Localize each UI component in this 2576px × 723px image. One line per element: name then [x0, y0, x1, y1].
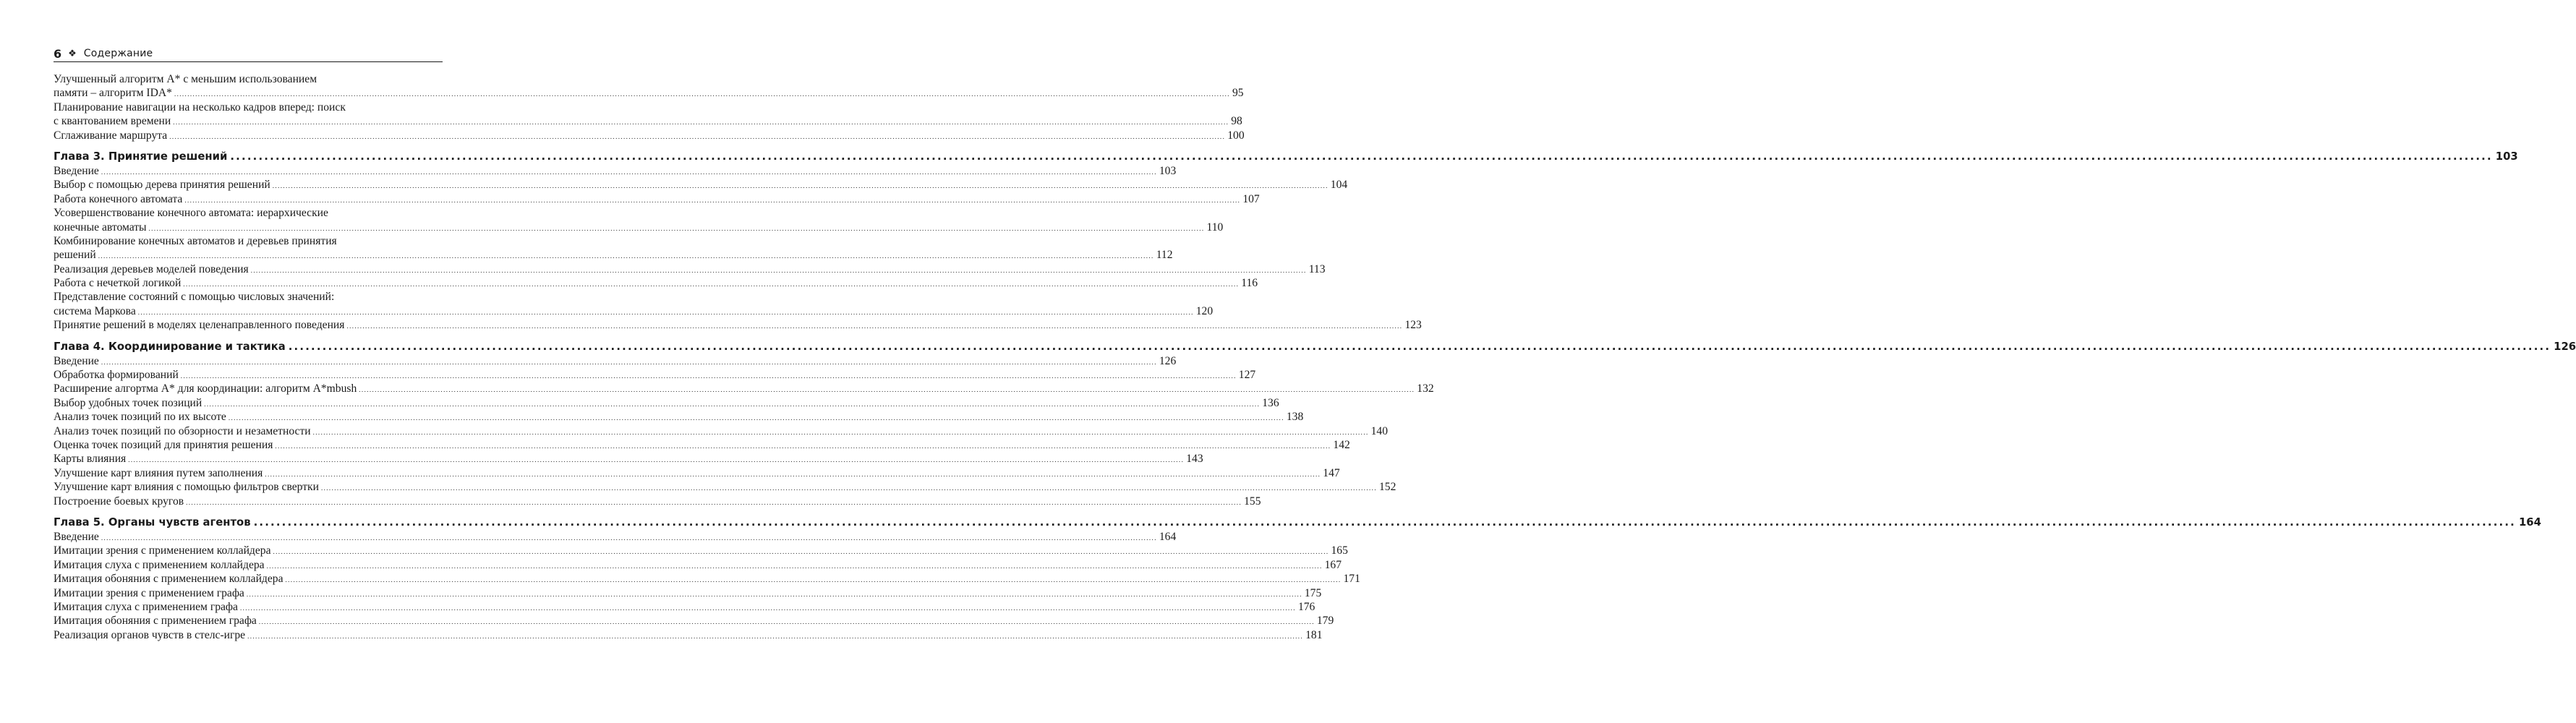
toc-entry-line [54, 192, 1260, 206]
toc-entry[interactable] [54, 100, 1242, 129]
toc-entry-page: 152 [1378, 481, 1396, 494]
toc-entry[interactable] [54, 206, 1224, 234]
toc-entry-page: 142 [1333, 438, 1350, 451]
toc-entry-line [54, 424, 1389, 438]
toc-entry[interactable] [54, 480, 1396, 494]
toc-entry-line [54, 178, 1348, 192]
toc-entry-text: решений [54, 249, 96, 262]
ornament-icon: ❖ [68, 48, 77, 59]
toc-entry-text: Усовершенствование конечного автомата: иерархические [54, 207, 328, 220]
toc-entry[interactable] [54, 410, 1304, 424]
toc-entry-page: 143 [1186, 453, 1203, 466]
toc-entry[interactable] [54, 424, 1389, 438]
toc-entry-page: 100 [1227, 129, 1245, 142]
toc-entry-text: система Маркова [54, 304, 136, 317]
chapter-title: Глава 3. Принятие решений [54, 150, 228, 163]
dot-leader: ................................................................................................................................................................................................................................................................................................................................................................................................................ [272, 182, 1328, 190]
dot-leader: ................................................................................................................................................................................................................................................................................................................................................................................................................ [101, 168, 1157, 176]
toc-entry-page: 98 [1231, 115, 1242, 128]
toc-entry-line [54, 466, 1340, 480]
dot-leader: ................................................................................................................................................................................................................................................................................................................................................................................................................ [169, 132, 1226, 140]
toc-entry-text: памяти – алгоритм IDA* [54, 87, 172, 100]
toc-entry-line [54, 572, 1360, 586]
dot-leader: ................................................................................................................................................................................................................................................................................................................................................................................................................ [173, 119, 1229, 127]
toc-entry-text: конечные автоматы [54, 221, 147, 234]
toc-entry-text: Работа конечного автомата [54, 192, 183, 205]
dot-leader: ................................................................................................................................................................................................................................................................................................................................................................................................................ [174, 90, 1230, 98]
dot-leader: ................................................................................................................................................................................................................................................................................................................................................................................................................ [250, 266, 1307, 274]
dot-leader: ................................................................................................................................................................................................................................................................................................................................................................................................................ [101, 534, 1157, 542]
toc-entry[interactable] [54, 530, 1177, 544]
toc-entry-line [54, 495, 1261, 508]
toc-entry-text: Реализация деревьев моделей поведения [54, 262, 249, 275]
toc-entry-line [54, 544, 1348, 557]
toc-entry-page: 120 [1195, 304, 1214, 317]
dot-leader: ................................................................................................................................................................................................................................................................................................................................................................................................................ [258, 618, 1315, 626]
chapter-heading[interactable] [54, 150, 2518, 164]
toc-entry-text: Имитации зрения с применением коллайдера [54, 544, 271, 557]
toc-entry-text: Имитация слуха с применением коллайдера [54, 558, 265, 571]
toc-entry[interactable] [54, 382, 1434, 395]
dot-leader: ................................................................................................................................................................................................................................................................................................................................................................................................................ [312, 428, 1369, 436]
dot-leader: ................................................................................................................................................................................................................................................................................................................................................................................................................ [247, 632, 1304, 640]
toc-entry-page: 175 [1304, 586, 1322, 599]
toc-entry-text: Сглаживание маршрута [54, 129, 168, 142]
toc-entry-line [54, 318, 1422, 332]
toc-entry-line [54, 234, 443, 248]
toc-entry-text: с квантованием времени [54, 115, 171, 128]
dot-leader: ................................................................................................................................................................................................................................................................................................................................................................................................................ [204, 400, 1261, 408]
toc-entry-line [54, 276, 1258, 290]
chapter-title: Глава 4. Координирование и тактика [54, 340, 286, 353]
toc-entry[interactable] [54, 452, 1203, 466]
dot-leader: ................................................................................................................................................................................................................................................................................................................................................................................................................ [288, 340, 2551, 353]
toc-entry-text: Представление состояний с помощью числовых значений: [54, 291, 335, 304]
dot-leader: ................................................................................................................................................................................................................................................................................................................................................................................................................ [266, 562, 1323, 570]
toc-entry-page: 147 [1323, 466, 1340, 479]
toc-entry-line [54, 368, 1256, 382]
toc-entry-text: Выбор удобных точек позиций [54, 396, 202, 409]
toc-entry-page: 103 [1159, 164, 1177, 177]
chapter-page: 164 [2519, 515, 2541, 529]
toc-entry-page: 123 [1404, 319, 1422, 332]
toc-entry[interactable] [54, 290, 1214, 318]
toc-entry-text: Имитация обоняния с применением графа [54, 615, 257, 628]
toc-entry-text: Выбор с помощью дерева принятия решений [54, 179, 270, 192]
dot-leader: ................................................................................................................................................................................................................................................................................................................................................................................................................ [184, 196, 1241, 204]
toc-entry[interactable] [54, 178, 1348, 192]
toc-entry-line [54, 248, 1173, 262]
toc-entry[interactable] [54, 628, 1323, 642]
toc-entry-text: Принятие решений в моделях целенаправленного поведения [54, 319, 345, 332]
toc-entry-text: Обработка формирований [54, 369, 179, 382]
dot-leader: ................................................................................................................................................................................................................................................................................................................................................................................................................ [273, 548, 1329, 556]
toc-entry-page: 107 [1242, 192, 1260, 205]
running-header [54, 45, 443, 62]
dot-leader: ................................................................................................................................................................................................................................................................................................................................................................................................................ [180, 372, 1237, 380]
toc-entry-line [54, 586, 1322, 600]
chapter-page: 103 [2495, 150, 2518, 163]
toc-entry[interactable] [54, 600, 1315, 614]
toc-entry-text: Улучшение карт влияния путем заполнения [54, 466, 263, 479]
toc-entry-text: Улучшенный алгоритм A* с меньшим использованием [54, 73, 317, 85]
toc-entry-line [54, 480, 1396, 494]
toc-entry-text: Работа с нечеткой логикой [54, 277, 182, 290]
toc-entry-page: 116 [1241, 277, 1258, 290]
toc-entry-line [54, 614, 1334, 628]
toc-entry[interactable] [54, 262, 1326, 276]
dot-leader: ................................................................................................................................................................................................................................................................................................................................................................................................................ [346, 322, 1403, 330]
toc-entry-text: Имитация обоняния с применением коллайдера [54, 573, 283, 586]
dot-leader: ................................................................................................................................................................................................................................................................................................................................................................................................................ [101, 358, 1157, 366]
toc-entry-page: 113 [1308, 262, 1326, 275]
toc-entry[interactable] [54, 72, 1244, 100]
page-number: 6 [54, 46, 62, 61]
toc-entry-line [54, 221, 1224, 234]
toc-entry[interactable] [54, 396, 1279, 410]
toc-entry-line [54, 354, 1177, 368]
toc-entry-line [54, 164, 1177, 178]
toc-entry-line [54, 262, 1326, 276]
toc-entry-text: Введение [54, 164, 99, 177]
toc-entry-page: 112 [1156, 249, 1173, 262]
header-rule [54, 61, 443, 62]
toc-entry[interactable] [54, 129, 1245, 142]
toc-entry-line [54, 600, 1315, 614]
toc-entry-text: Комбинирование конечных автоматов и деревьев принятия [54, 234, 337, 247]
chapter-title: Глава 5. Органы чувств агентов [54, 515, 251, 529]
toc-entry-text: Построение боевых кругов [54, 495, 184, 508]
toc-entry-page: 126 [1159, 354, 1177, 367]
dot-leader: ................................................................................................................................................................................................................................................................................................................................................................................................................ [186, 498, 1242, 506]
toc-entry[interactable] [54, 614, 1334, 628]
dot-leader: ................................................................................................................................................................................................................................................................................................................................................................................................................ [285, 576, 1342, 584]
toc-entry-page: 179 [1316, 615, 1334, 628]
toc-entry-page: 140 [1370, 424, 1389, 437]
dot-leader: ................................................................................................................................................................................................................................................................................................................................................................................................................ [183, 281, 1240, 288]
toc-entry-page: 155 [1244, 495, 1261, 508]
toc-entry-page: 171 [1343, 573, 1360, 586]
toc-entry-page: 165 [1331, 544, 1348, 557]
toc-entry-page: 181 [1305, 628, 1323, 641]
toc-entry[interactable] [54, 466, 1340, 480]
toc-entry-text: Анализ точек позиций по их высоте [54, 411, 226, 424]
dot-leader: ................................................................................................................................................................................................................................................................................................................................................................................................................ [98, 252, 1154, 260]
toc-entry-line [54, 72, 443, 86]
toc-entry[interactable] [54, 544, 1348, 557]
toc-entry-page: 164 [1159, 530, 1177, 543]
toc-entry-text: Имитация слуха с применением графа [54, 600, 238, 613]
dot-leader: ................................................................................................................................................................................................................................................................................................................................................................................................................ [228, 414, 1284, 422]
toc-entry-text: Планирование навигации на несколько кадров вперед: поиск [54, 100, 346, 114]
toc-entry[interactable] [54, 586, 1322, 600]
dot-leader: ................................................................................................................................................................................................................................................................................................................................................................................................................ [253, 515, 2517, 529]
toc-entry-page: 110 [1206, 221, 1224, 234]
toc-entry-line [54, 100, 443, 114]
toc-entry[interactable] [54, 438, 1350, 452]
toc-entry-line [54, 304, 1214, 318]
dot-leader: ................................................................................................................................................................................................................................................................................................................................................................................................................ [320, 484, 1377, 492]
dot-leader: ................................................................................................................................................................................................................................................................................................................................................................................................................ [137, 308, 1194, 316]
toc-entry-line [54, 86, 1244, 100]
toc-entry-line [54, 438, 1350, 452]
toc-entry-line [54, 206, 443, 220]
toc-entry-line [54, 452, 1203, 466]
toc-entry-page: 167 [1324, 558, 1342, 571]
toc-entry-page: 95 [1232, 87, 1244, 100]
dot-leader: ................................................................................................................................................................................................................................................................................................................................................................................................................ [359, 386, 1415, 394]
toc-entry-text: Расширение алгортма A* для координации: алгоритм A*mbush [54, 382, 357, 395]
toc-entry[interactable] [54, 192, 1260, 206]
toc-entry-line [54, 129, 1245, 142]
toc-entry[interactable] [54, 318, 1422, 332]
toc-entry-page: 127 [1238, 369, 1256, 382]
table-of-contents [54, 72, 2576, 642]
toc-entry[interactable] [54, 354, 1177, 368]
toc-entry-line [54, 628, 1323, 642]
toc-entry[interactable] [54, 164, 1177, 178]
toc-entry[interactable] [54, 495, 1261, 508]
toc-entry-line [54, 290, 443, 304]
toc-entry-text: Введение [54, 530, 99, 543]
dot-leader: ................................................................................................................................................................................................................................................................................................................................................................................................................ [148, 224, 1205, 232]
dot-leader: ................................................................................................................................................................................................................................................................................................................................................................................................................ [230, 150, 2493, 163]
toc-entry-line [54, 558, 1342, 572]
toc-entry-text: Реализация органов чувств в стелс-игре [54, 628, 246, 641]
toc-entry-line [54, 396, 1279, 410]
toc-entry[interactable] [54, 234, 1173, 262]
chapter-heading[interactable] [54, 515, 2541, 530]
toc-entry-text: Оценка точек позиций для принятия решения [54, 438, 273, 451]
toc-entry-page: 176 [1297, 600, 1315, 613]
toc-entry-page: 136 [1262, 396, 1279, 409]
dot-leader: ................................................................................................................................................................................................................................................................................................................................................................................................................ [246, 590, 1302, 598]
toc-entry-page: 138 [1286, 411, 1304, 424]
toc-entry-page: 104 [1330, 179, 1348, 192]
toc-entry[interactable] [54, 572, 1360, 586]
toc-entry-line [54, 530, 1177, 544]
dot-leader: ................................................................................................................................................................................................................................................................................................................................................................................................................ [265, 470, 1321, 478]
toc-entry-text: Введение [54, 354, 99, 367]
dot-leader: ................................................................................................................................................................................................................................................................................................................................................................................................................ [239, 604, 1296, 612]
toc-entry[interactable] [54, 368, 1256, 382]
chapter-page: 126 [2554, 340, 2576, 353]
toc-entry-text: Анализ точек позиций по обзорности и незаметности [54, 424, 311, 437]
toc-entry-page: 132 [1417, 382, 1434, 395]
dot-leader: ................................................................................................................................................................................................................................................................................................................................................................................................................ [128, 456, 1185, 464]
toc-entry-text: Карты влияния [54, 453, 127, 466]
dot-leader: ................................................................................................................................................................................................................................................................................................................................................................................................................ [275, 442, 1331, 450]
toc-entry[interactable] [54, 276, 1258, 290]
toc-entry-line [54, 114, 1242, 128]
toc-entry-line [54, 410, 1304, 424]
running-title: Содержание [83, 48, 153, 59]
toc-entry-text: Улучшение карт влияния с помощью фильтров свертки [54, 481, 319, 494]
toc-entry-line [54, 382, 1434, 395]
toc-entry-text: Имитации зрения с применением графа [54, 586, 244, 599]
toc-entry[interactable] [54, 558, 1342, 572]
chapter-heading[interactable] [54, 340, 2576, 354]
